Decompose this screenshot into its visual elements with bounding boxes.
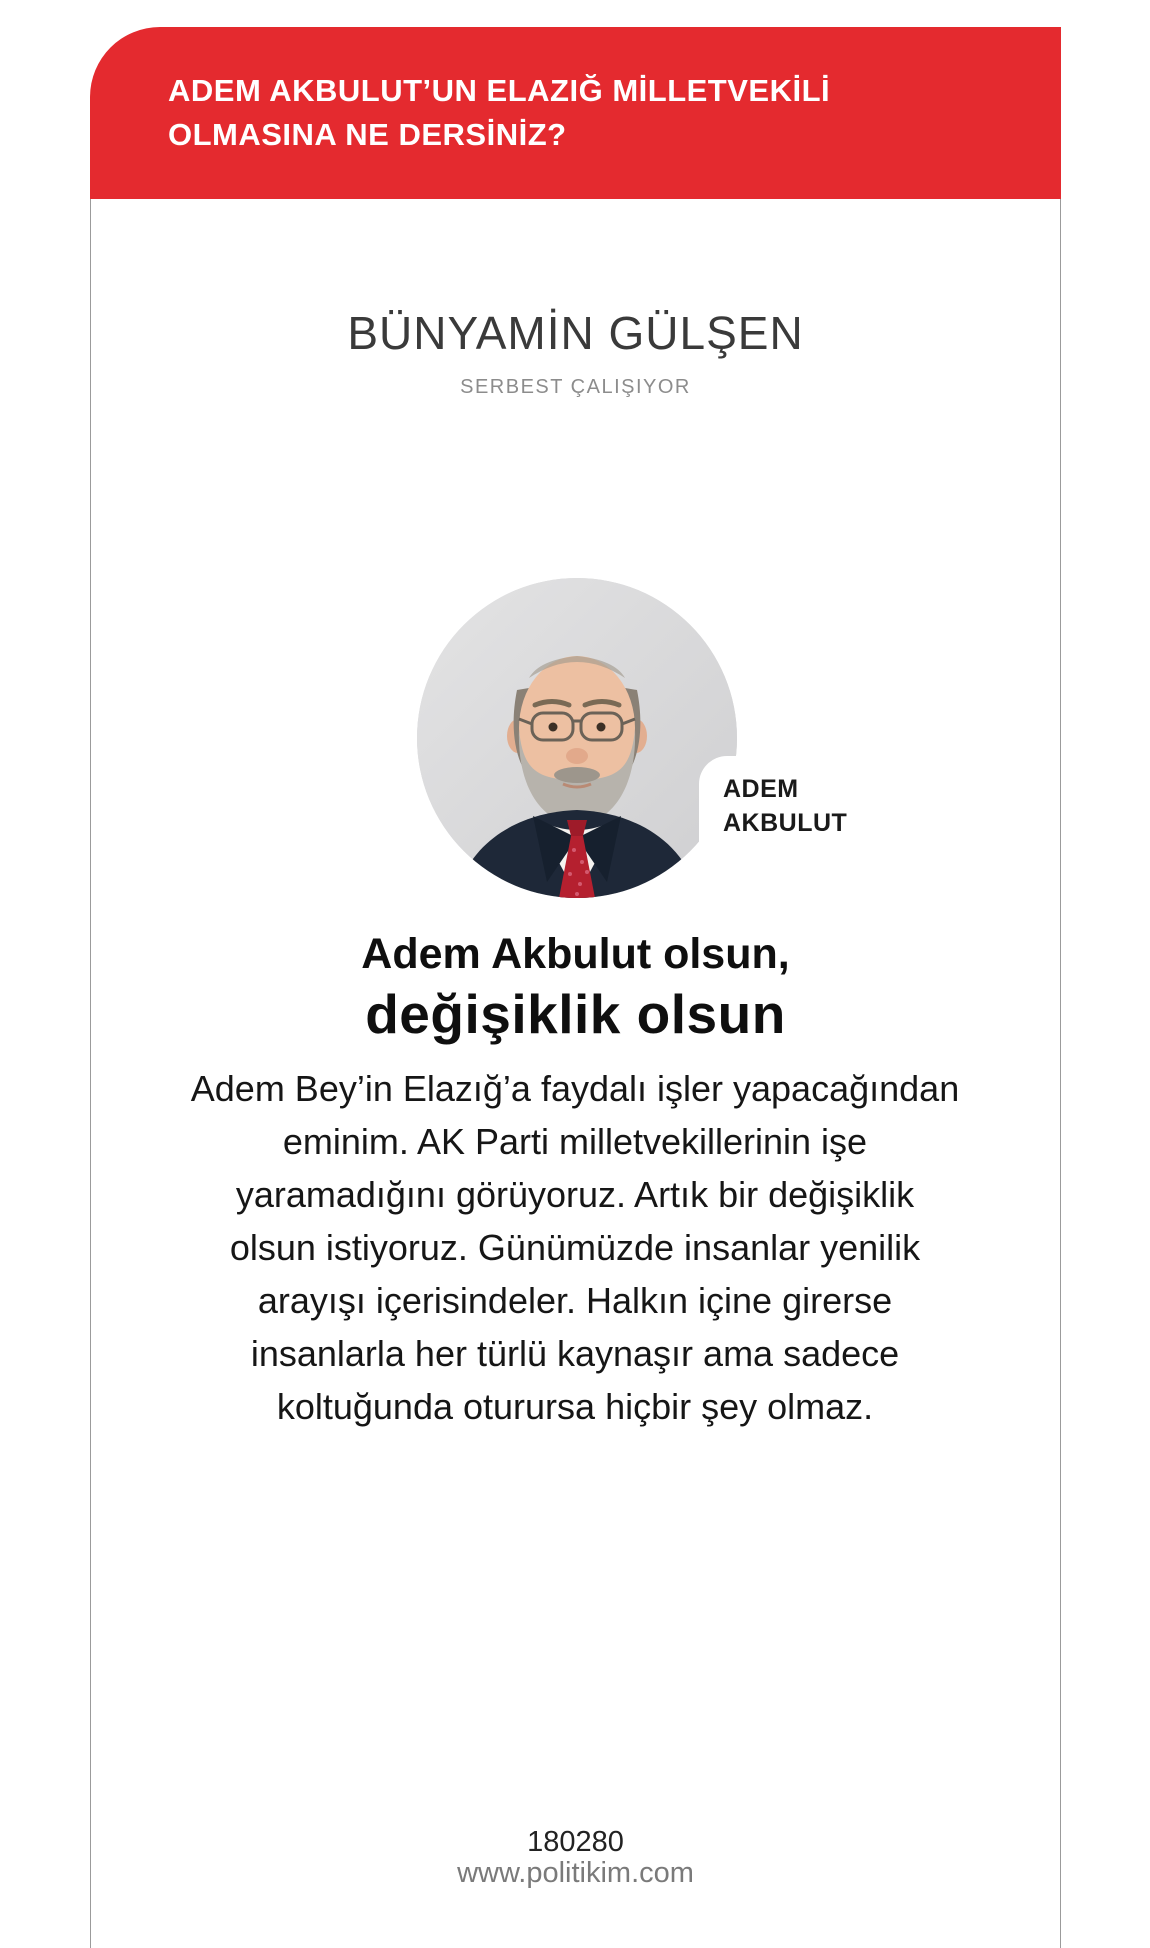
quote-headline-line2: değişiklik olsun bbox=[365, 983, 786, 1045]
record-number: 180280 bbox=[527, 1826, 624, 1858]
subject-name-tag bbox=[699, 756, 894, 906]
question-header bbox=[90, 27, 1061, 199]
quote-body-line: arayışı içerisindeler. Halkın içine girerse bbox=[257, 1280, 893, 1321]
interviewee-occupation: SERBEST ÇALIŞIYOR bbox=[460, 376, 691, 398]
question-line-2: OLMASINA NE DERSİNİZ? bbox=[168, 117, 567, 152]
quote-body-line: eminim. AK Parti milletvekillerinin işe bbox=[282, 1121, 868, 1162]
quote-body-line: Adem Bey’in Elazığ’a faydalı işler yapacağından bbox=[190, 1068, 960, 1109]
website-url: www.politikim.com bbox=[457, 1857, 694, 1889]
portrait-illustration bbox=[417, 578, 737, 898]
subject-first-name: ADEM bbox=[723, 775, 799, 803]
quote-headline-line1: Adem Akbulut olsun, bbox=[361, 930, 790, 978]
question-line-1: ADEM AKBULUT’UN ELAZIĞ MİLLETVEKİLİ bbox=[168, 73, 831, 108]
subject-last-name: AKBULUT bbox=[723, 809, 848, 837]
quote-body-line: koltuğunda oturursa hiçbir şey olmaz. bbox=[276, 1386, 874, 1427]
interviewee-name: BÜNYAMİN GÜLŞEN bbox=[347, 307, 804, 359]
quote-body-line: insanlarla her türlü kaynaşır ama sadece bbox=[250, 1333, 900, 1374]
quote-body bbox=[145, 1062, 1005, 1433]
subject-portrait-photo bbox=[417, 578, 737, 898]
quote-body-line: olsun istiyoruz. Günümüzde insanlar yenilik bbox=[229, 1227, 921, 1268]
quote-body-line: yaramadığını görüyoruz. Artık bir değişiklik bbox=[235, 1174, 915, 1215]
